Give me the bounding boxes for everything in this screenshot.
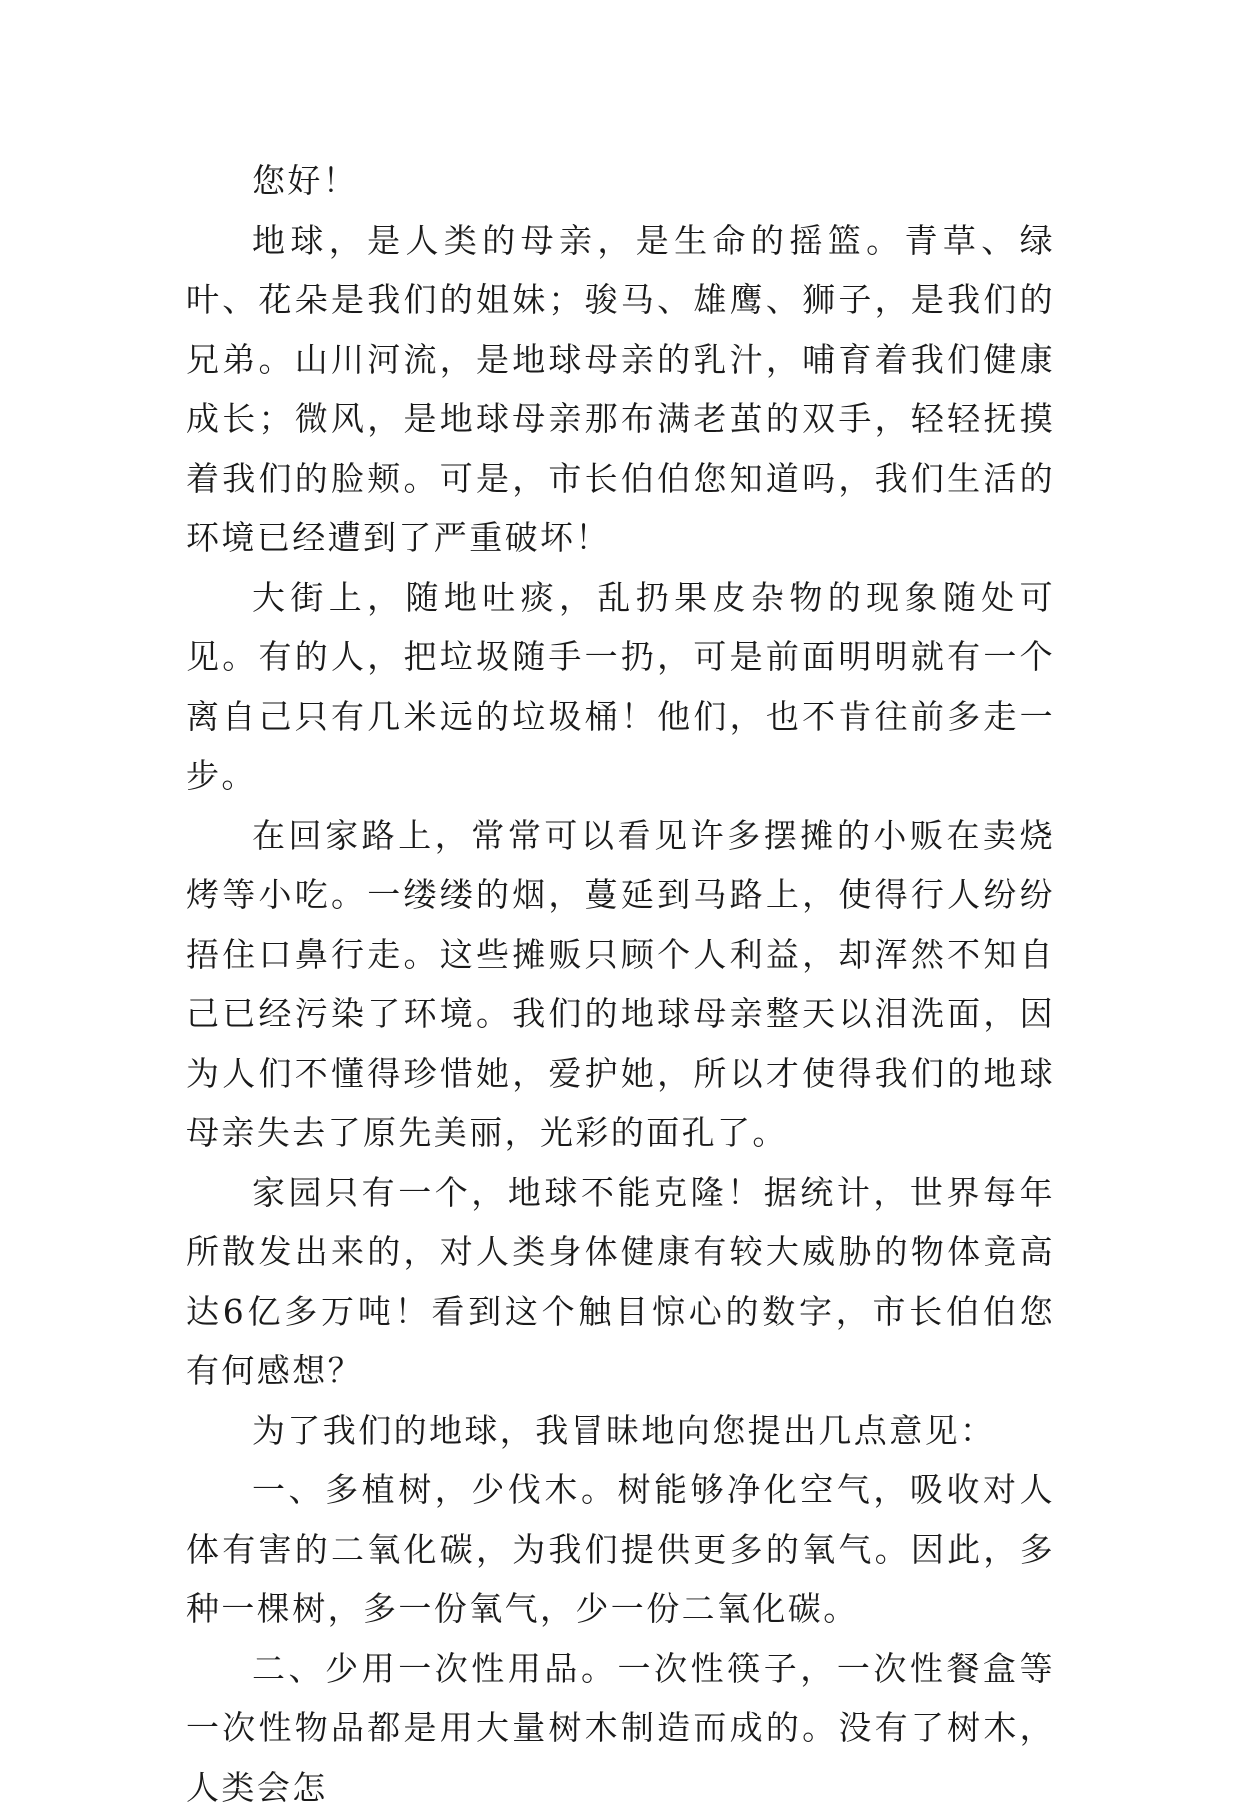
paragraph-street-vendors: 在回家路上，常常可以看见许多摆摊的小贩在卖烧烤等小吃。一缕缕的烟，蔓延到马路上，使得行人纷纷捂住口鼻行走。这些摊贩只顾个人利益，却浑然不知自己已经污染了环境。我们的地球母亲整天以泪洗面，因为人们不懂得珍惜她，爱护她，所以才使得我们的地球母亲失去了原先美丽，光彩的面孔了。: [186, 806, 1055, 1163]
paragraph-statistics: 家园只有一个，地球不能克隆！据统计，世界每年所散发出来的，对人类身体健康有较大威胁的物体竟高达6亿多万吨！看到这个触目惊心的数字，市长伯伯您有何感想？: [186, 1163, 1055, 1401]
paragraph-street-litter: 大街上，随地吐痰，乱扔果皮杂物的现象随处可见。有的人，把垃圾随手一扔，可是前面明明就有一个离自己只有几米远的垃圾桶！他们，也不肯往前多走一步。: [186, 568, 1055, 806]
paragraph-suggestion-trees: 一、多植树，少伐木。树能够净化空气，吸收对人体有害的二氧化碳，为我们提供更多的氧气。因此，多种一棵树，多一份氧气，少一份二氧化碳。: [186, 1460, 1055, 1639]
paragraph-suggestion-disposables: 二、少用一次性用品。一次性筷子，一次性餐盒等一次性物品都是用大量树木制造而成的。没有了树木，人类会怎: [186, 1639, 1055, 1817]
paragraph-greeting: 您好！: [186, 151, 1055, 211]
paragraph-suggestions-intro: 为了我们的地球，我冒昧地向您提出几点意见：: [186, 1401, 1055, 1461]
letter-body: [186, 151, 1055, 1817]
paragraph-earth-mother: 地球，是人类的母亲，是生命的摇篮。青草、绿叶、花朵是我们的姐妹；骏马、雄鹰、狮子，是我们的兄弟。山川河流，是地球母亲的乳汁，哺育着我们健康成长；微风，是地球母亲那布满老茧的双手，轻轻抚摸着我们的脸颊。可是，市长伯伯您知道吗，我们生活的环境已经遭到了严重破坏！: [186, 211, 1055, 568]
